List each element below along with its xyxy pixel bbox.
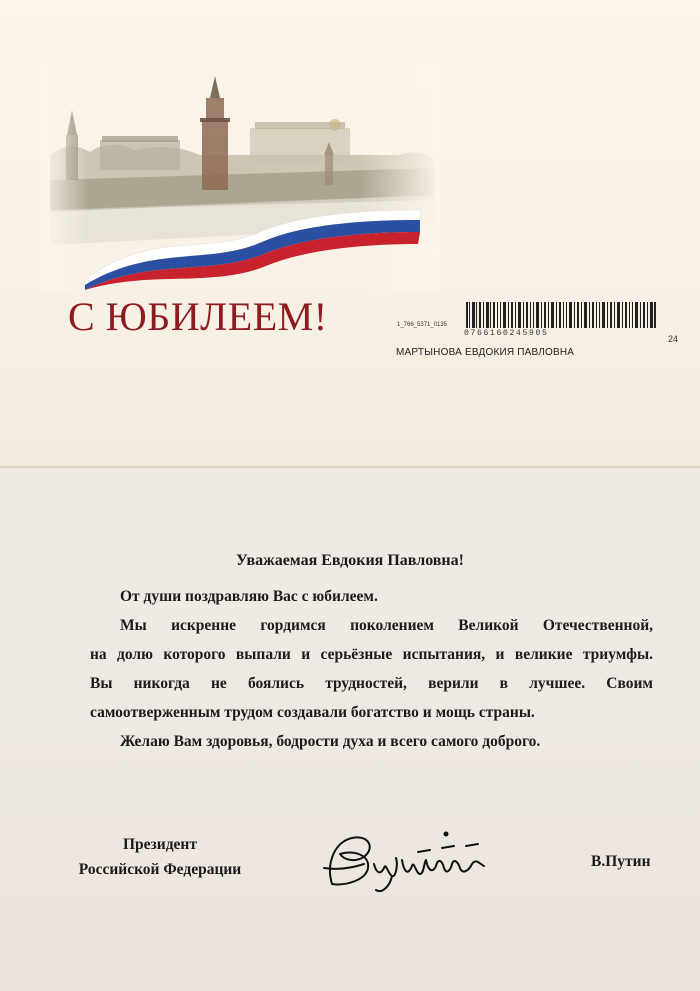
barcode-digits: 0766160245905 — [464, 329, 549, 338]
kremlin-flag-illustration — [40, 60, 440, 290]
barcode-image — [466, 302, 656, 328]
signatory-name: В.Путин — [591, 853, 651, 870]
letter-paragraph: на долю которого выпали и серьёзные испытания, и великие триумфы. — [90, 646, 653, 663]
position-line: Российской Федерации — [78, 861, 242, 878]
barcode-suffix: 24 — [668, 334, 679, 344]
card-title: С ЮБИЛЕЕМ! — [68, 294, 328, 339]
letter-paragraph: От души поздравляю Вас с юбилеем. — [120, 588, 378, 605]
recipient-name: МАРТЫНОВА ЕВДОКИЯ ПАВЛОВНА — [396, 347, 575, 358]
signatory-position — [60, 832, 260, 882]
letter-paragraph: Вы никогда не боялись трудностей, верили в лучшее. Своим — [90, 675, 653, 692]
letter-paragraph: Желаю Вам здоровья, бодрости духа и всего самого доброго. — [120, 733, 541, 750]
handwritten-signature — [318, 824, 508, 896]
letter-body — [90, 582, 653, 756]
letter-paragraph: самоотверженным трудом создавали богатство и мощь страны. — [90, 704, 535, 721]
position-line: Президент — [123, 836, 197, 853]
mailing-code: 1_766_5371_0135 — [397, 322, 448, 328]
letter-paragraph: Мы искренне гордимся поколением Великой Отечественной, — [120, 617, 653, 634]
letter-greeting: Уважаемая Евдокия Павловна! — [236, 552, 464, 569]
